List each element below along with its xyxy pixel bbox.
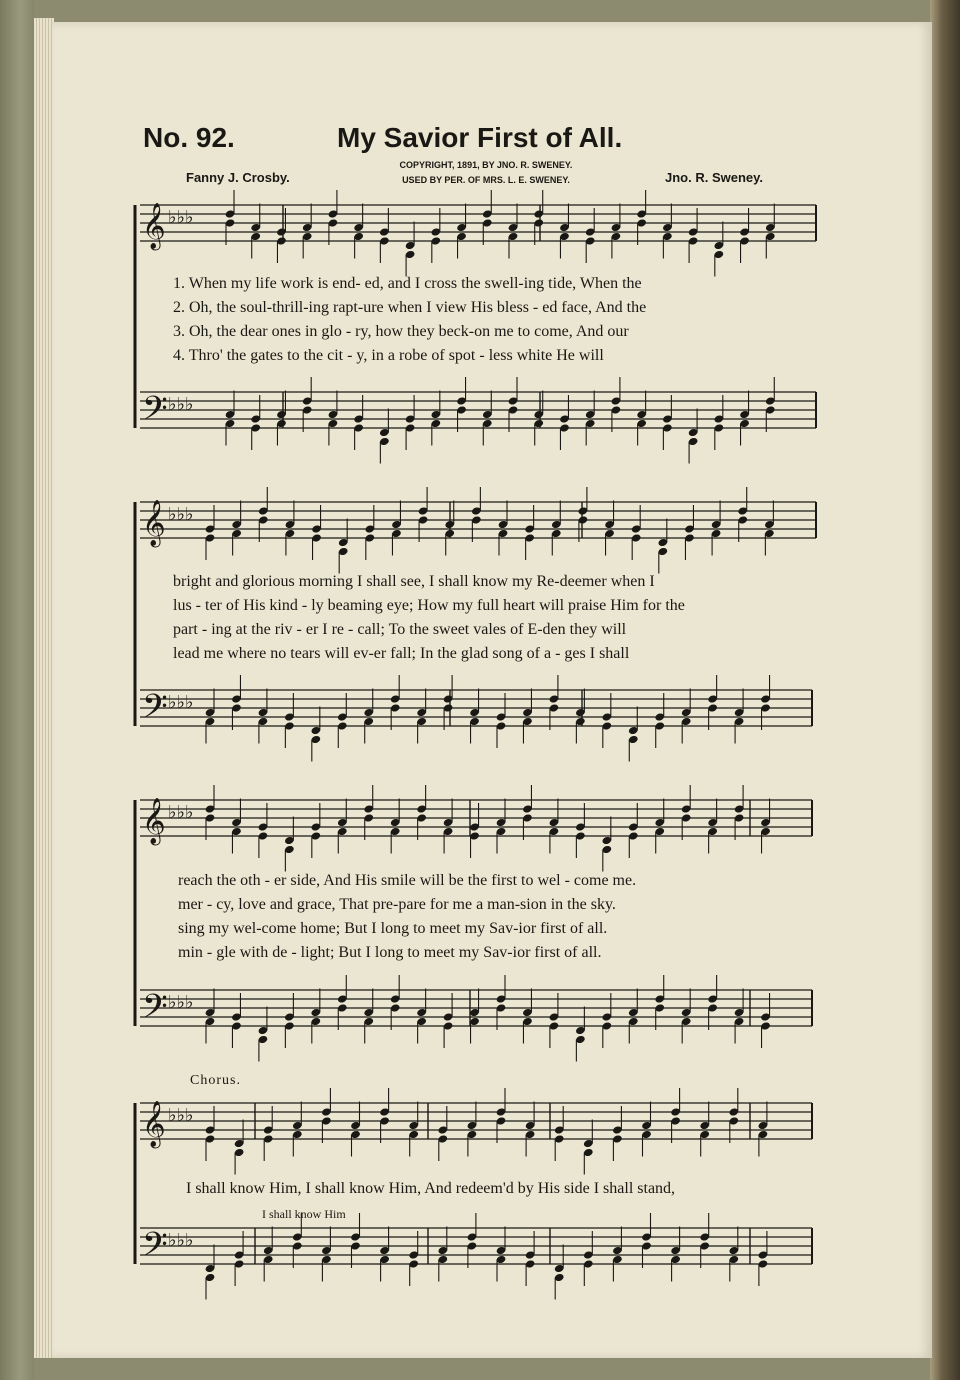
treble-clef: 𝄞: [142, 798, 166, 844]
treble-clef: 𝄞: [142, 1101, 166, 1147]
bass-clef: 𝄢: [142, 688, 168, 734]
key-signature: ♭♭♭: [168, 1230, 194, 1251]
lyric-s3-verse3: sing my wel-come home; But I long to meet my Sav-ior first of all.: [178, 920, 608, 937]
key-signature: ♭♭♭: [168, 802, 194, 823]
lyric-s2-verse4: lead me where no tears will ev-er fall; In the glad song of a - ges I shall: [173, 645, 630, 662]
chorus-cue-text: I shall know Him: [262, 1207, 346, 1221]
key-signature: ♭♭♭: [168, 1105, 194, 1126]
key-signature: ♭♭♭: [168, 394, 194, 415]
hymn-composer: Jno. R. Sweney.: [665, 170, 764, 185]
key-signature: ♭♭♭: [168, 504, 194, 525]
treble-clef: 𝄞: [142, 500, 166, 546]
lyric-s1-verse3: 3. Oh, the dear ones in glo - ry, how they beck-on me to come, And our: [173, 323, 629, 340]
hymn-number: No. 92.: [143, 122, 235, 153]
lyric-chorus: I shall know Him, I shall know Him, And redeem'd by His side I shall stand,: [186, 1180, 676, 1197]
lyric-s3-verse4: min - gle with de - light; But I long to meet my Sav-ior first of all.: [178, 944, 602, 961]
key-signature: ♭♭♭: [168, 992, 194, 1013]
copyright-line-2: USED BY PER. OF MRS. L. E. SWENEY.: [402, 175, 570, 185]
hymn-author: Fanny J. Crosby.: [186, 170, 290, 185]
bass-clef: 𝄢: [142, 988, 168, 1034]
lyric-s1-verse1: 1. When my life work is end- ed, and I cross the swell-ing tide, When the: [173, 275, 642, 292]
lyric-s2-verse2: lus - ter of His kind - ly beaming eye; How my full heart will praise Him for the: [173, 597, 685, 614]
lyric-s1-verse2: 2. Oh, the soul-thrill-ing rapt-ure when I view His bless - ed face, And the: [173, 299, 647, 316]
copyright-line-1: COPYRIGHT, 1891, BY JNO. R. SWENEY.: [399, 160, 573, 170]
bass-clef: 𝄢: [142, 390, 168, 436]
lyric-s3-verse2: mer - cy, love and grace, That pre-pare for me a man-sion in the sky.: [178, 896, 616, 913]
lyric-s1-verse4: 4. Thro' the gates to the cit - y, in a robe of spot - less white He will: [173, 347, 604, 364]
lyric-s3-verse1: reach the oth - er side, And His smile will be the first to wel - come me.: [178, 872, 637, 889]
hymn-title: My Savior First of All.: [337, 122, 623, 153]
bass-clef: 𝄢: [142, 1226, 168, 1272]
key-signature: ♭♭♭: [168, 692, 194, 713]
key-signature: ♭♭♭: [168, 207, 194, 228]
chorus-label: Chorus.: [190, 1073, 241, 1088]
lyric-s2-verse1: bright and glorious morning I shall see, I shall know my Re-deemer when I: [173, 573, 655, 590]
treble-clef: 𝄞: [142, 203, 166, 249]
lyric-s2-verse3: part - ing at the riv - er I re - call; To the sweet vales of E-den they will: [173, 621, 627, 638]
